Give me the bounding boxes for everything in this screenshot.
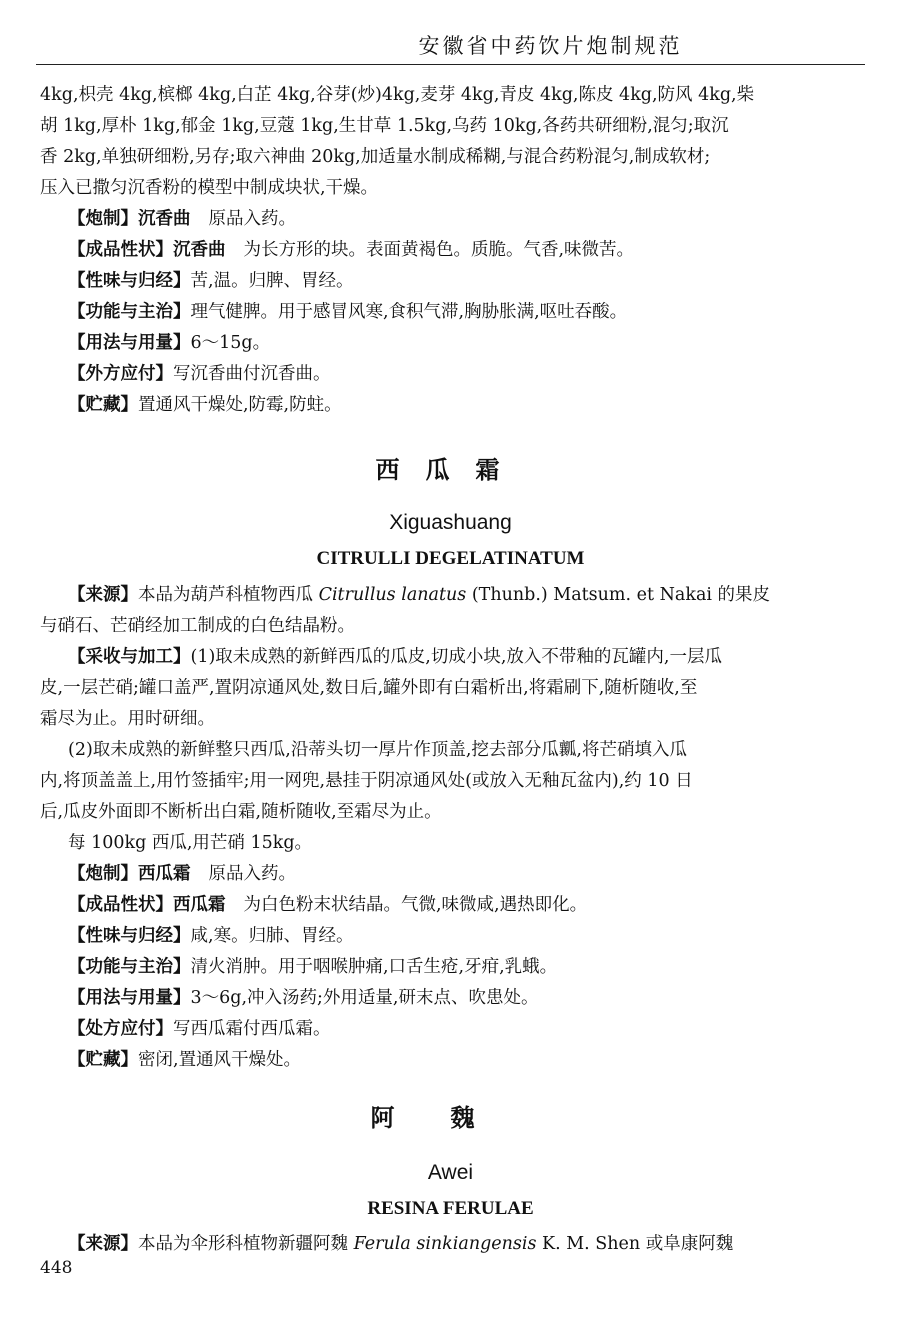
field-chufang: 【外方应付】写沉香曲付沉香曲。	[68, 364, 331, 384]
continuation-section	[40, 80, 851, 421]
continuation-line: 4kg,枳壳 4kg,槟榔 4kg,白芷 4kg,谷芽(炒)4kg,麦芽 4kg,青皮 4kg,陈皮 4kg,防风 4kg,柴	[40, 85, 755, 105]
monograph-title-latin: CITRULLI DEGELATINATUM	[316, 548, 585, 569]
field-paozhi: 【炮制】沉香曲 原品入药。	[68, 209, 296, 229]
field-xingwei: 【性味与归经】咸,寒。归肺、胃经。	[68, 926, 354, 946]
continuation-line: 胡 1kg,厚朴 1kg,郁金 1kg,豆蔻 1kg,生甘草 1.5kg,乌药 10kg,各药共研细粉,混匀;取沉	[40, 116, 729, 136]
field-zhucang: 【贮藏】密闭,置通风干燥处。	[68, 1050, 302, 1070]
monograph-body	[40, 580, 851, 1076]
field-zhucang: 【贮藏】置通风干燥处,防霉,防蛀。	[68, 395, 342, 415]
page-number: 448	[40, 1258, 73, 1278]
field-xingwei: 【性味与归经】苦,温。归脾、胃经。	[68, 271, 354, 291]
processing-line: 后,瓜皮外面即不断析出白霜,随析随收,至霜尽为止。	[40, 802, 442, 822]
field-source: 【来源】本品为伞形科植物新疆阿魏 Ferula sinkiangensis K. M. Shen 或阜康阿魏	[68, 1234, 734, 1254]
latin-name: Citrullus lanatus	[318, 585, 467, 605]
field-source: 【来源】本品为葫芦科植物西瓜 Citrullus lanatus (Thunb.) Matsum. et Nakai 的果皮	[68, 585, 771, 605]
monograph-title-chinese: 阿魏	[370, 1104, 531, 1132]
field-yongfa: 【用法与用量】3～6g,冲入汤药;外用适量,研末点、吹患处。	[68, 988, 539, 1008]
running-head	[36, 20, 865, 65]
monograph-title-pinyin: Awei	[427, 1161, 474, 1184]
processing-line: 皮,一层芒硝;罐口盖严,置阴凉通风处,数日后,罐外即有白霜析出,将霜刷下,随析随收,至	[40, 678, 698, 698]
monograph-title-chinese: 西瓜霜	[375, 456, 526, 484]
continuation-line: 压入已撒匀沉香粉的模型中制成块状,干燥。	[40, 178, 379, 198]
processing-ratio: 每 100kg 西瓜,用芒硝 15kg。	[68, 833, 313, 853]
monograph-title-latin: RESINA FERULAE	[367, 1198, 534, 1219]
latin-name: Ferula sinkiangensis	[353, 1234, 537, 1254]
field-processing: 【采收与加工】(1)取未成熟的新鲜西瓜的瓜皮,切成小块,放入不带釉的瓦罐内,一层瓜	[68, 647, 722, 667]
field-source-cont: 与硝石、芒硝经加工制成的白色结晶粉。	[40, 616, 355, 636]
field-xingzhuang: 【成品性状】沉香曲 为长方形的块。表面黄褐色。质脆。气香,味微苦。	[68, 240, 635, 260]
monograph-title-pinyin: Xiguashuang	[389, 511, 512, 534]
processing-line: 内,将顶盖盖上,用竹签插牢;用一网兜,悬挂于阴凉通风处(或放入无釉瓦盆内),约 10 日	[40, 771, 693, 791]
field-chufang: 【处方应付】写西瓜霜付西瓜霜。	[68, 1019, 331, 1039]
field-yongfa: 【用法与用量】6～15g。	[68, 333, 271, 353]
continuation-line: 香 2kg,单独研细粉,另存;取六神曲 20kg,加适量水制成稀糊,与混合药粉混匀,制成软材;	[40, 147, 711, 167]
running-head-title: 安徽省中药饮片炮制规范	[418, 34, 683, 58]
field-paozhi: 【炮制】西瓜霜 原品入药。	[68, 864, 296, 884]
processing-line: 霜尽为止。用时研细。	[40, 709, 215, 729]
processing-line: (2)取未成熟的新鲜整只西瓜,沿蒂头切一厚片作顶盖,挖去部分瓜瓤,将芒硝填入瓜	[68, 740, 687, 760]
field-gongneng: 【功能与主治】清火消肿。用于咽喉肿痛,口舌生疮,牙疳,乳蛾。	[68, 957, 558, 977]
field-gongneng: 【功能与主治】理气健脾。用于感冒风寒,食积气滞,胸胁胀满,呕吐吞酸。	[68, 302, 628, 322]
field-xingzhuang: 【成品性状】西瓜霜 为白色粉末状结晶。气微,味微咸,遇热即化。	[68, 895, 588, 915]
monograph-body	[40, 1229, 851, 1260]
